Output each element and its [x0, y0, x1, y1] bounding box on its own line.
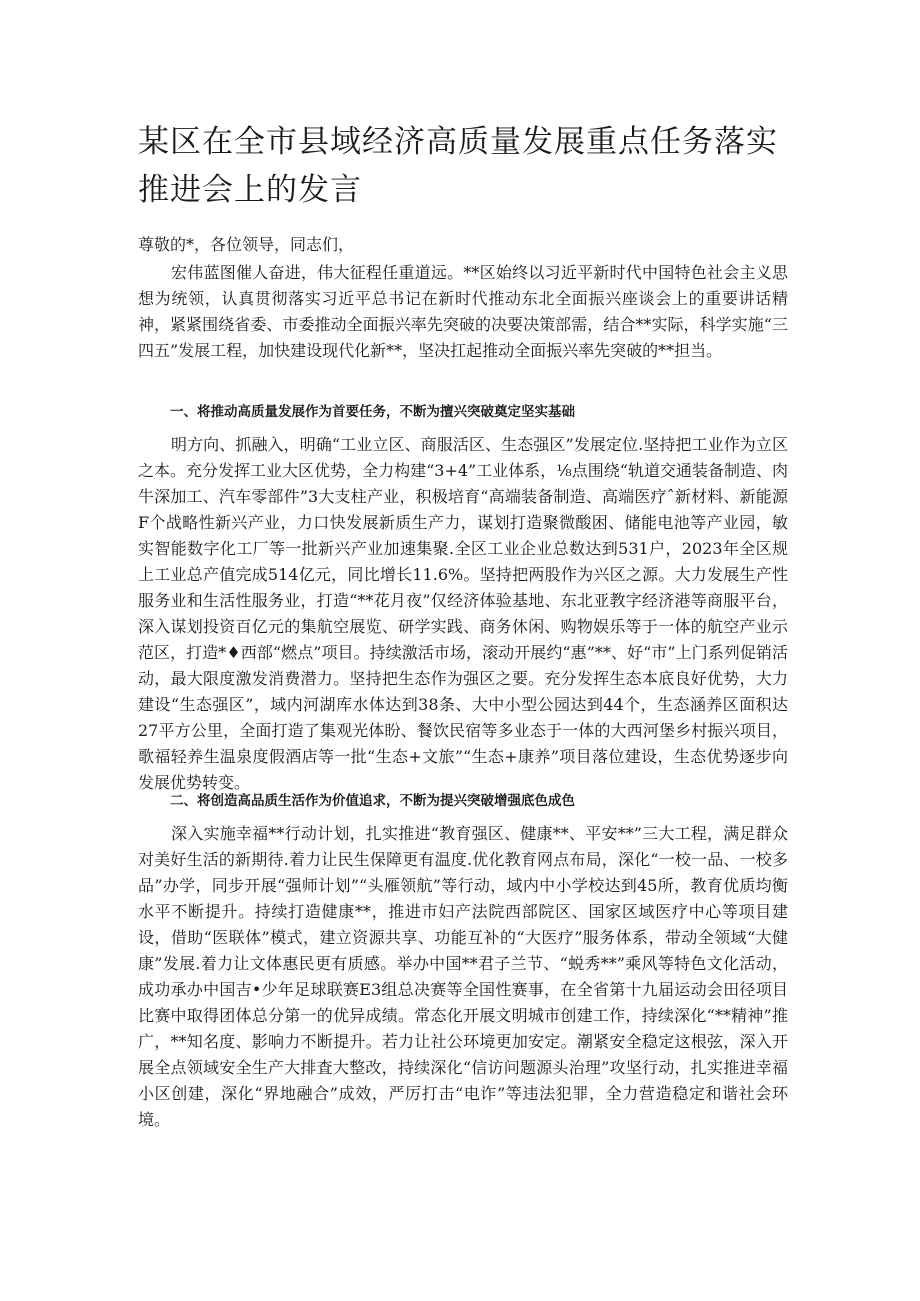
section-heading-1: 一、将推动高质量发展作为首要任务，不断为擅兴突破奠定坚实基础 — [170, 404, 575, 420]
document-title: 某区在全市县域经济高质量发展重点任务落实推进会上的发言 — [138, 124, 778, 208]
section-body-2: 深入实施幸福**行动计划，扎实推进“教育强区、健康**、平安**”三大工程，满足群众对美好生活的新期待.着力让民生保障更有温度.优化教育网点布局，深化“一校一品、一校多品”办学，同步开展“强师计划”“头雁领航”等行动，域内中小学校达到45所，教育优质均衡水平不断提升。持续打造健康**，推进市妇产法院西部院区、国家区域医疗中心等项目建设，借助“医联体”模式，建立资源共享、功能互补的“大医疗”服务体系，带动全领域“大健康”发展.着力让文体惠民更有质感。举办中国**君子兰节、“蜕秀**”乘风等特色文化活动，成功承办中国吉•少年足球联赛E3组总决赛等全国性赛事，在全省第十九届运动会田径项目比赛中取得团体总分第一的优异成绩。常态化开展文明城市创建工作，持续深化“**精神”推广，**知名度、影响力不断提升。若力让社公环境更加安定。潮紧安全稳定这根弦，深入开展全点领域安全生产大排査大整改，持续深化“信访问题源头治理”攻坚行动，扎实推进幸福小区创建，深化“界地融合”成效，严厉打击“电诈”等违法犯罪，全力营造稳定和谐社会环境。 — [138, 824, 788, 1129]
section-body-1: 明方向、抓融入，明确“工业立区、商服活区、生态强区”发展定位.坚持把工业作为立区之本。充分发挥工业大区优势，全力构建“3+4”工业体系，⅛点围绕“轨道交通装备制造、肉牛深加工、汽车零部件”3大支柱产业，积极培育“高端装备制造、高端医疗ˆ新材料、新能源F个战略性新兴产业，力口快发展新质生产力，谋划打造聚微酸困、储能电池等产业园，敏实智能数字化工厂等一批新兴产业加速集聚.全区工业企业总数达到531户，2023年全区规上工业总产值完成514亿元，同比增长11.6%。坚持把两股作为兴区之源。大力发展生产性服务业和生活性服务业，打造“**花月夜”仅经济体验基地、东北亚教字经济港等商服平台，深入谋划投资百亿元的集航空展览、研学实践、商务休闲、购物娱乐等于一体的航空产业示范区，打造*♦西部“燃点”项目。持续激活市场，滚动开展约“惠”**、好“市”上门系列促销活动，最大限度激发消费潜力。坚持把生态作为强区之要。充分发挥生态本底良好优势，大力建设“生态强区”，域内河湖库水体达到38条、大中小型公园达到44个，生态涵养区面积达27平方公里，全面打造了集观光体盼、餐饮民宿等多业态于一体的大西河堡乡村振兴项目，歌福轻养生温泉度假酒店等一批“生态+文旅”“生态+康养”项目落位建设，生态优势逐步向发展优势转变。 — [138, 435, 788, 792]
intro-paragraph: 宏伟蓝图催人奋进，伟大征程任重道远。**区始终以习近平新时代中国特色社会主义思想为统领，认真贯彻落实习近平总书记在新时代推动东北全面振兴座谈会上的重要讲话精神，紧紧围绕省委、市委推动全面振兴率先突破的决要决策部需，结合**实际，科学实施“三四五”发展工程，加快建设现代化新**，坚决扛起推动全面振兴率先突破的**担当。 — [138, 263, 788, 360]
section-heading-2: 二、将创造高品质生活作为价值追求，不断为提兴突破增强底色成色 — [170, 793, 575, 809]
salutation: 尊敬的*，各位领导，同志们， — [138, 235, 355, 254]
